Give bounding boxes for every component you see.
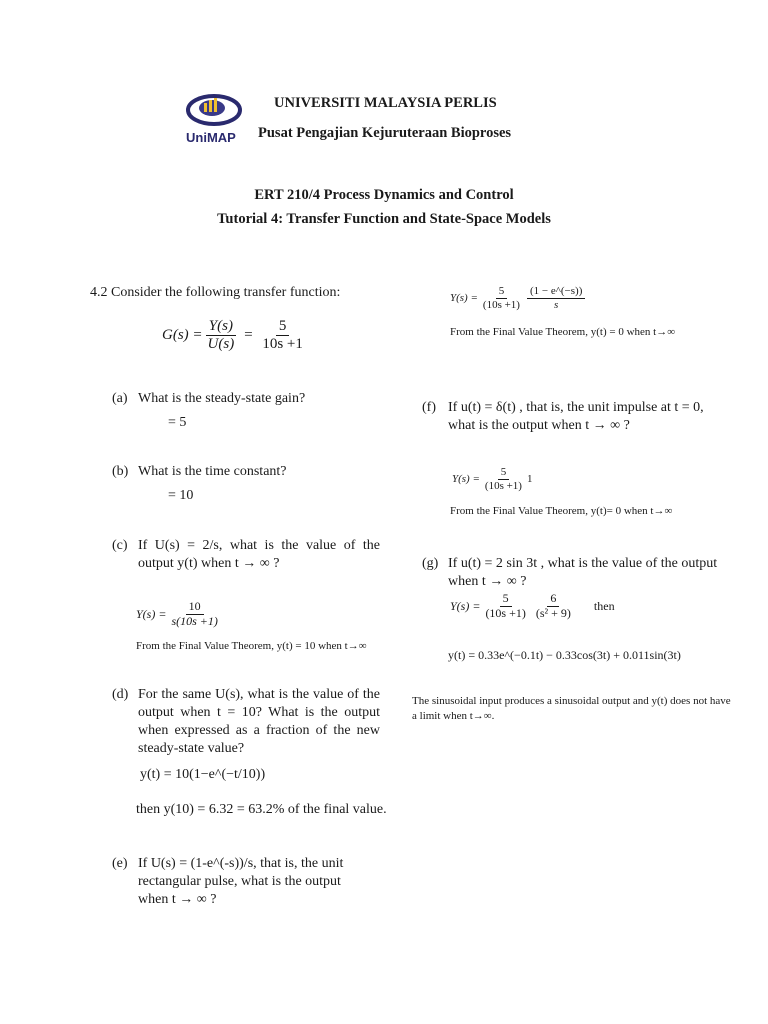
- logo-text: UniMAP: [186, 130, 236, 145]
- question-f-fvt: From the Final Value Theorem, y(t)= 0 when t→∞: [450, 505, 673, 517]
- question-e-text: If U(s) = (1-e^(-s))/s, that is, the unit rectangular pulse, what is the output when t → ∞ ?: [138, 856, 344, 907]
- tf-den2: 10s +1: [262, 336, 303, 353]
- c-ans-den: s(10s +1): [171, 613, 218, 628]
- question-c-fvt: From the Final Value Theorem, y(t) = 10 when t→∞: [136, 640, 367, 652]
- question-f-text: If u(t) = δ(t) , that is, the unit impulse at t = 0, what is the output when t → ∞ ?: [448, 400, 704, 433]
- g-ans-fraction-1: [482, 592, 528, 621]
- question-g-note: The sinusoidal input produces a sinusoidal output and y(t) does not have a limit when t→∞.: [412, 695, 731, 722]
- f-ans-den: (10s +1): [484, 479, 522, 492]
- school-name: Pusat Pengajian Kejuruteraan Bioproses: [258, 125, 512, 141]
- question-b-text: What is the time constant?: [138, 464, 287, 479]
- course-title: ERT 210/4 Process Dynamics and Control: [254, 187, 514, 203]
- g-ans-fraction-2: [533, 592, 574, 621]
- f-ans-fraction: [482, 466, 525, 492]
- e-ans-lhs: Y(s) =: [450, 292, 478, 305]
- tf-num1: Y(s): [206, 318, 236, 336]
- e-ans-num1: 5: [496, 285, 508, 299]
- question-c-answer-eq: [136, 600, 223, 629]
- question-a-answer: = 5: [168, 415, 187, 430]
- question-a-text: What is the steady-state gain?: [138, 391, 306, 406]
- question-c-text: If U(s) = 2/s, what is the value of the output y(t) when t → ∞ ?: [138, 538, 380, 571]
- question-a-label: (a): [112, 391, 128, 406]
- question-g-label: (g): [422, 556, 439, 571]
- question-b: [112, 463, 392, 481]
- question-f: [422, 399, 722, 435]
- tf-equals: =: [243, 327, 254, 344]
- question-b-answer: = 10: [168, 488, 194, 503]
- question-g-yt: y(t) = 0.33e^(−0.1t) − 0.33cos(3t) + 0.011sin(3t): [448, 648, 681, 662]
- transfer-function: [162, 318, 308, 354]
- g-ans-then: then: [593, 598, 615, 613]
- question-d-eq1: y(t) = 10(1−e^(−t/10)): [140, 767, 266, 782]
- question-c: [112, 537, 380, 573]
- c-ans-lhs: Y(s) =: [136, 606, 167, 621]
- e-ans-fraction-2: [527, 285, 585, 311]
- c-ans-num: 10: [186, 600, 204, 615]
- problem-intro: 4.2 Consider the following transfer function:: [90, 285, 341, 300]
- g-ans-num1: 5: [500, 592, 512, 607]
- e-ans-den2: s: [554, 298, 559, 311]
- question-e-fvt: From the Final Value Theorem, y(t) = 0 when t→∞: [450, 326, 676, 338]
- tf-den1: U(s): [207, 336, 235, 353]
- question-f-answer-eq: [452, 466, 532, 492]
- question-d-label: (d): [112, 687, 129, 702]
- unimap-logo-icon: [184, 90, 244, 146]
- e-ans-fraction-1: [480, 285, 523, 311]
- question-f-label: (f): [422, 400, 436, 415]
- f-ans-num: 5: [498, 466, 510, 480]
- question-b-label: (b): [112, 464, 129, 479]
- question-e-label: (e): [112, 856, 128, 871]
- g-ans-lhs: Y(s) =: [450, 598, 481, 613]
- tf-num2: 5: [276, 318, 290, 336]
- tf-fraction-1: [205, 318, 238, 354]
- tf-fraction-2: [259, 318, 306, 354]
- tutorial-title: Tutorial 4: Transfer Function and State-Space Models: [217, 211, 551, 227]
- question-g: [422, 555, 722, 591]
- university-name: UNIVERSITI MALAYSIA PERLIS: [274, 95, 497, 111]
- question-g-text: If u(t) = 2 sin 3t , what is the value of the output when t → ∞ ?: [448, 556, 718, 589]
- f-ans-lhs: Y(s) =: [452, 473, 480, 486]
- question-d-text: For the same U(s), what is the value of the output when t = 10? What is the output when expressed as a fraction of the new steady-state value?: [138, 687, 380, 756]
- question-a: [112, 390, 392, 408]
- question-e: [112, 855, 362, 909]
- c-ans-fraction: [168, 600, 220, 629]
- question-d-eq2: then y(10) = 6.32 = 63.2% of the final value.: [136, 802, 387, 817]
- tf-lhs: G(s) =: [162, 327, 203, 344]
- question-d: [112, 686, 380, 758]
- e-ans-den1: (10s +1): [482, 298, 520, 311]
- question-g-answer-eq: [450, 592, 615, 621]
- question-c-label: (c): [112, 538, 128, 553]
- e-ans-num2: (1 − e^(−s)): [527, 285, 585, 299]
- question-e-answer-eq: [450, 285, 587, 311]
- g-ans-den2: (s² + 9): [535, 605, 571, 620]
- g-ans-num2: 6: [547, 592, 559, 607]
- f-ans-tail: 1: [526, 473, 533, 486]
- g-ans-den1: (10s +1): [485, 605, 526, 620]
